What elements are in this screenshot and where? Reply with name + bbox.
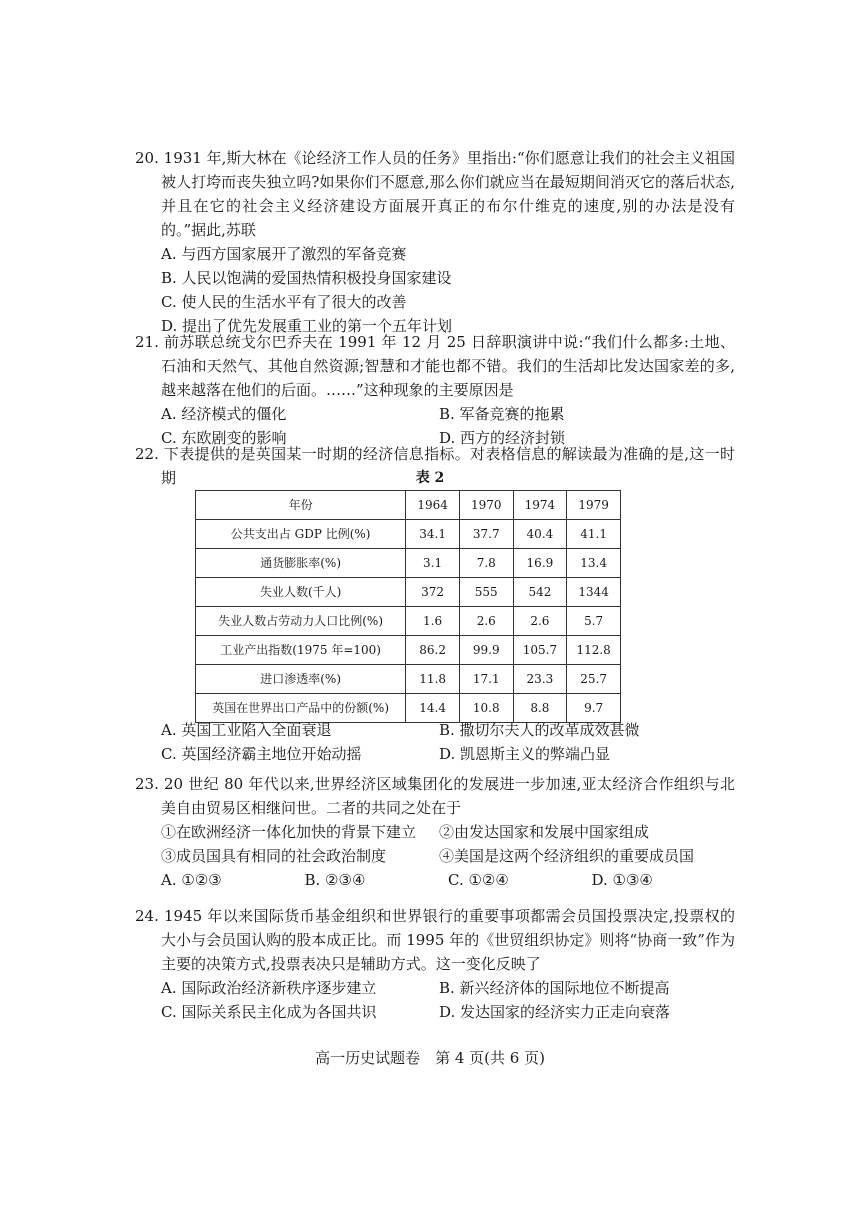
question-24-stem: 24. 1945 年以来国际货币基金组织和世界银行的重要事项都需会员国投票决定,投票权的大小与会员国认购的股本成正比。而 1995 年的《世贸组织协定》则将“协商一致”作为主要的决策方式,投票表决只是辅助方式。这一变化反映了 (135, 907, 735, 973)
table-cell: 1344 (567, 578, 621, 607)
question-23-option-c: C. ①②④ (448, 871, 509, 889)
table-header-year: 1970 (459, 491, 513, 520)
table-row (196, 520, 621, 549)
question-23-statement-3: ③成员国具有相同的社会政治制度 (161, 847, 387, 865)
table-header-year: 1974 (513, 491, 567, 520)
question-23-statement-2: ②由发达国家和发展中国家组成 (439, 823, 650, 841)
row-label: 进口渗透率(%) (196, 665, 406, 694)
table-cell: 105.7 (513, 636, 567, 665)
question-21-option-d: D. 西方的经济封锁 (439, 429, 566, 447)
table-cell: 1.6 (406, 607, 460, 636)
question-23 (135, 772, 735, 892)
row-label: 工业产出指数(1975 年=100) (196, 636, 406, 665)
table-cell: 13.4 (567, 549, 621, 578)
question-24-option-d: D. 发达国家的经济实力正走向衰落 (439, 1003, 671, 1021)
row-label: 英国在世界出口产品中的份额(%) (196, 694, 406, 723)
table-cell: 8.8 (513, 694, 567, 723)
table-cell: 2.6 (513, 607, 567, 636)
question-24-option-c: C. 国际关系民主化成为各国共识 (161, 1003, 377, 1021)
question-22-stem: 22. 下表提供的是英国某一时期的经济信息指标。对表格信息的解读最为准确的是,这一时期 (135, 445, 735, 487)
question-24-options-row-1 (135, 976, 735, 1000)
question-24-option-b: B. 新兴经济体的国际地位不断提高 (439, 979, 670, 997)
table-row (196, 607, 621, 636)
question-22-options (135, 718, 735, 766)
table-cell: 23.3 (513, 665, 567, 694)
table-row (196, 549, 621, 578)
question-23-option-d: D. ①③④ (591, 871, 653, 889)
question-21-options-row-1 (135, 402, 735, 426)
question-22-options-row-1 (135, 718, 735, 742)
table-cell: 17.1 (459, 665, 513, 694)
question-22-option-d: D. 凯恩斯主义的弊端凸显 (439, 745, 611, 763)
table-cell: 112.8 (567, 636, 621, 665)
question-20-option-c: C. 使人民的生活水平有了很大的改善 (161, 293, 407, 311)
table-header-year: 1979 (567, 491, 621, 520)
row-label: 失业人数占劳动力人口比例(%) (196, 607, 406, 636)
question-23-statements-row-1 (135, 820, 735, 844)
question-24 (135, 904, 735, 1024)
economic-indicators-table (195, 490, 621, 723)
table-cell: 25.7 (567, 665, 621, 694)
table-header-label: 年份 (196, 491, 406, 520)
table-header-year: 1964 (406, 491, 460, 520)
table-cell: 555 (459, 578, 513, 607)
table-cell: 372 (406, 578, 460, 607)
table-cell: 41.1 (567, 520, 621, 549)
row-label: 通货膨胀率(%) (196, 549, 406, 578)
question-21 (135, 330, 735, 450)
table-cell: 2.6 (459, 607, 513, 636)
table-cell: 10.8 (459, 694, 513, 723)
table-caption: 表 2 (415, 470, 445, 486)
table-cell: 99.9 (459, 636, 513, 665)
question-23-stem: 23. 20 世纪 80 年代以来,世界经济区域集团化的发展进一步加速,亚太经济合作组织与北美自由贸易区相继问世。二者的共同之处在于 (135, 775, 735, 817)
question-21-option-b: B. 军备竞赛的拖累 (439, 405, 565, 423)
question-22-option-b: B. 撒切尔夫人的改革成效甚微 (439, 721, 640, 739)
table-cell: 9.7 (567, 694, 621, 723)
table-cell: 7.8 (459, 549, 513, 578)
question-23-statement-1: ①在欧洲经济一体化加快的背景下建立 (161, 823, 417, 841)
question-22-options-row-2 (135, 742, 735, 766)
question-23-option-a: A. ①②③ (161, 871, 222, 889)
page-footer: 高一历史试题卷 第 4 页(共 6 页) (315, 1049, 545, 1067)
table-row (196, 578, 621, 607)
question-21-option-a: A. 经济模式的僵化 (161, 405, 287, 423)
table-cell: 16.9 (513, 549, 567, 578)
row-label: 公共支出占 GDP 比例(%) (196, 520, 406, 549)
question-20-stem: 20. 1931 年,斯大林在《论经济工作人员的任务》里指出:“你们愿意让我们的社会主义祖国被人打垮而丧失独立吗?如果你们不愿意,那么你们就应当在最短期间消灭它的落后状态,并且在它的社会主义经济建设方面展开真正的布尔什维克的速度,别的办法是没有的。”据此,苏联 (135, 149, 735, 239)
question-23-statements-row-2 (135, 844, 735, 868)
question-20-option-a: A. 与西方国家展开了激烈的军备竞赛 (161, 245, 407, 263)
table-cell: 37.7 (459, 520, 513, 549)
table-cell: 40.4 (513, 520, 567, 549)
table-header-row (196, 491, 621, 520)
table-cell: 5.7 (567, 607, 621, 636)
question-23-option-b: B. ②③④ (304, 871, 366, 889)
question-23-options-row (135, 868, 735, 892)
question-20-option-b: B. 人民以饱满的爱国热情积极投身国家建设 (161, 269, 452, 287)
question-20 (135, 146, 735, 338)
table-cell: 14.4 (406, 694, 460, 723)
table-cell: 3.1 (406, 549, 460, 578)
question-22-option-c: C. 英国经济霸主地位开始动摇 (161, 745, 362, 763)
question-21-stem: 21. 前苏联总统戈尔巴乔夫在 1991 年 12 月 25 日辞职演讲中说:“我们什么都多:土地、石油和天然气、其他自然资源;智慧和才能也都不错。我们的生活却比发达国家差的多,越来越落在他们的后面。……”这种现象的主要原因是 (135, 333, 735, 399)
table-row (196, 665, 621, 694)
question-22-option-a: A. 英国工业陷入全面衰退 (161, 721, 332, 739)
question-23-statement-4: ④美国是这两个经济组织的重要成员国 (439, 847, 695, 865)
table-cell: 34.1 (406, 520, 460, 549)
question-24-options-row-2 (135, 1000, 735, 1024)
table-cell: 11.8 (406, 665, 460, 694)
question-20-option-d: D. 提出了优先发展重工业的第一个五年计划 (161, 317, 453, 335)
table-cell: 542 (513, 578, 567, 607)
question-24-option-a: A. 国际政治经济新秩序逐步建立 (161, 979, 377, 997)
question-21-option-c: C. 东欧剧变的影响 (161, 429, 287, 447)
table-cell: 86.2 (406, 636, 460, 665)
table-row (196, 636, 621, 665)
row-label: 失业人数(千人) (196, 578, 406, 607)
